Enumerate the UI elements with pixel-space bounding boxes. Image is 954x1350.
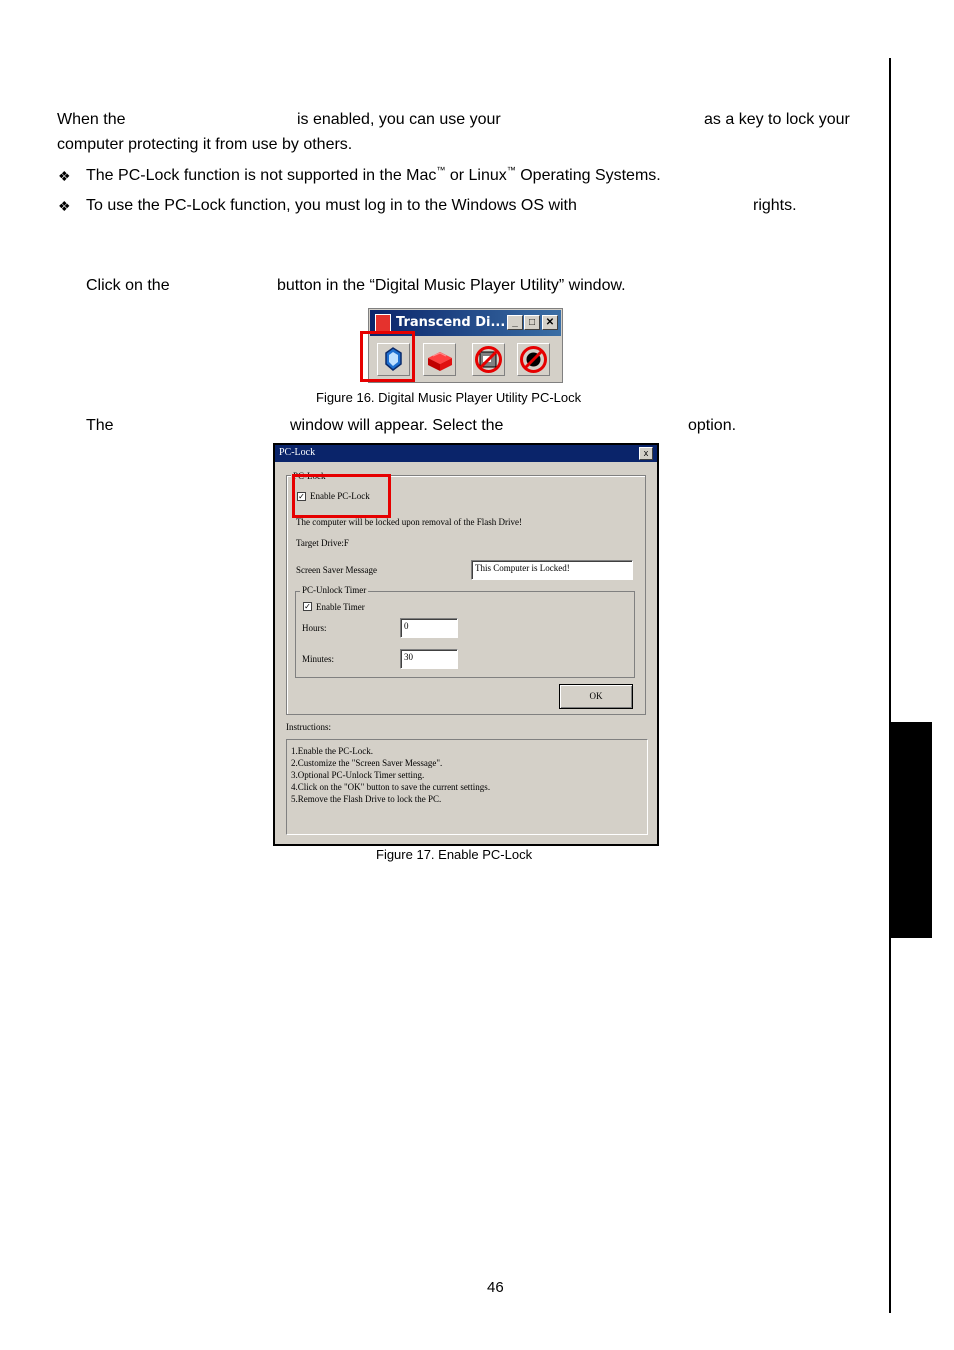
para1-line2: computer protecting it from use by others.	[57, 136, 353, 153]
step2-window: window will appear. Select the	[290, 417, 504, 434]
step1-click: Click on the	[86, 277, 170, 294]
step2-option: option.	[688, 417, 737, 434]
instruction-line: 1.Enable the PC-Lock.	[291, 746, 373, 756]
instruction-line: 5.Remove the Flash Drive to lock the PC.	[291, 794, 442, 804]
bullet-symbol-icon: ❖	[58, 198, 71, 214]
enable-pc-lock-label: Enable PC-Lock	[310, 491, 370, 501]
instructions-label: Instructions:	[286, 722, 331, 732]
hours-label: Hours:	[302, 623, 327, 633]
partition-icon	[424, 344, 455, 375]
dialog-title: PC-Lock	[279, 447, 316, 458]
unlock-timer-label: PC-Unlock Timer	[302, 585, 367, 595]
instruction-line: 4.Click on the "OK" button to save the current settings.	[291, 782, 491, 792]
bullet-item	[58, 165, 661, 187]
instruction-line: 2.Customize the "Screen Saver Message".	[291, 758, 443, 768]
format-icon	[473, 344, 504, 375]
enable-timer-label: Enable Timer	[316, 602, 365, 612]
partition-button[interactable]	[423, 343, 456, 376]
margin-rule	[889, 58, 891, 1313]
bullet-text: The PC-Lock function is not supported in the Mac™ or Linux™ Operating Systems.	[86, 165, 661, 184]
disable-icon	[518, 344, 549, 375]
enable-pc-lock-checkbox[interactable]: ✓	[298, 492, 305, 501]
bullet-symbol-icon: ❖	[58, 168, 71, 184]
dialog-title-bar	[275, 445, 657, 462]
enable-pc-lock-highlight	[292, 474, 391, 518]
format-button[interactable]	[472, 343, 505, 376]
screen-saver-label: Screen Saver Message	[296, 565, 377, 575]
minimize-button[interactable]: _	[507, 315, 523, 330]
step2-the: The	[86, 417, 114, 434]
ok-button[interactable]: OK	[559, 684, 633, 709]
bullet-text: To use the PC-Lock function, you must log in to the Windows OS with	[86, 197, 577, 214]
screen-saver-input[interactable]: This Computer is Locked!	[471, 560, 633, 580]
close-button[interactable]: ✕	[542, 315, 558, 330]
figure17-caption: Figure 17. Enable PC-Lock	[376, 847, 533, 862]
disable-button[interactable]	[517, 343, 550, 376]
minutes-label: Minutes:	[302, 654, 335, 664]
hours-input[interactable]: 0	[400, 618, 458, 638]
bullet-text-rights: rights.	[753, 197, 797, 214]
step1-button-text: button in the “Digital Music Player Utility” window.	[277, 277, 626, 294]
window-title: Transcend Di...	[396, 315, 506, 330]
para1-word-when: When the	[57, 111, 126, 128]
instructions-box	[286, 739, 648, 835]
instruction-line: 3.Optional PC-Unlock Timer setting.	[291, 770, 425, 780]
section-tab	[891, 722, 932, 938]
minutes-input[interactable]: 30	[400, 649, 458, 669]
pc-lock-group-label: PC-Lock	[293, 471, 326, 481]
para1-word-key: as a key to lock your	[704, 111, 850, 128]
pc-lock-highlight	[360, 331, 415, 382]
maximize-button[interactable]: □	[524, 315, 540, 330]
enable-timer-checkbox[interactable]: ✓	[304, 602, 311, 611]
removal-notice: The computer will be locked upon removal of the Flash Drive!	[296, 517, 522, 527]
page-number: 46	[487, 1279, 504, 1296]
target-drive: Target Drive:F	[296, 538, 349, 548]
figure16-caption: Figure 16. Digital Music Player Utility PC-Lock	[316, 390, 582, 405]
para1-word-enabled: is enabled, you can use your	[297, 111, 501, 128]
bullet-item	[58, 196, 577, 217]
dialog-close-button[interactable]: x	[639, 447, 653, 460]
app-icon	[375, 314, 391, 332]
